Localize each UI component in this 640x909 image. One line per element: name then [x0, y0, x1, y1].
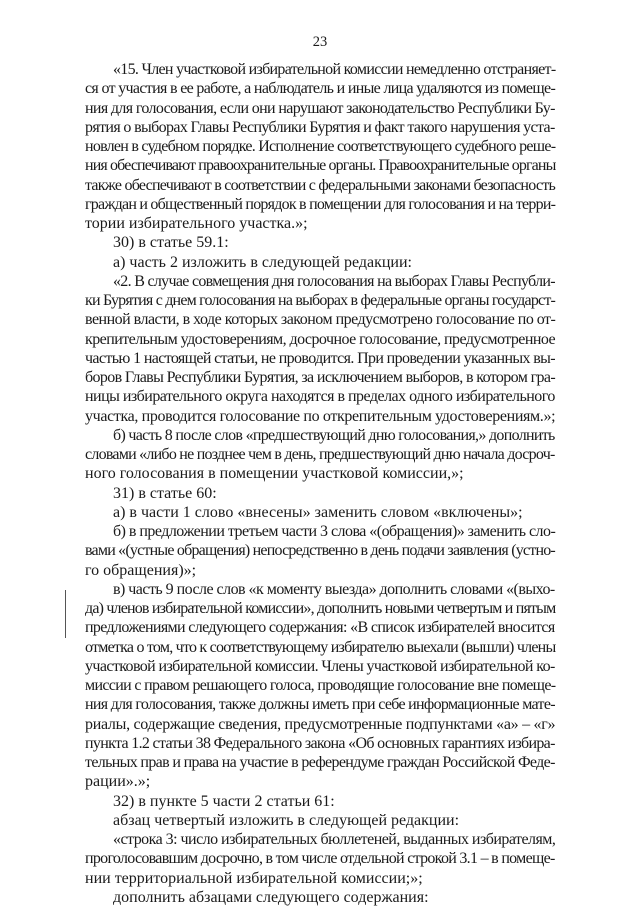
text-line: тельных прав и права на участие в референдуме граждан Российской Феде-: [85, 754, 555, 771]
text-line: новлен в судебном порядке. Исполнение соответствующего судебного реше-: [85, 138, 556, 155]
text-line: абзац четвертый изложить в следующей редакции:: [113, 811, 460, 829]
text-line: нии территориальной избирательной комиссии;»;: [85, 869, 423, 887]
text-line: отметка о том, что к соответствующему избирателю выехали (вышли) члены: [85, 638, 556, 656]
text-line: ния обеспечивают правоохранительные органы. Правоохранительные органы: [85, 157, 556, 175]
text-line: боров Главы Республики Бурятия, за исключением выборов, в котором гра-: [85, 369, 556, 386]
text-line: да) членов избирательной комиссии», дополнить новыми четвертым и пятым: [85, 600, 556, 617]
text-line: венной власти, в ходе которых законом предусмотрено голосование по от-: [85, 311, 556, 329]
text-line: «2. В случае совмещения дня голосования на выборах Главы Республи-: [113, 272, 555, 290]
text-line: тории избирательного участка.»;: [85, 215, 308, 232]
text-line: пункта 1.2 статьи 38 Федерального закона «Об основных гарантиях избира-: [85, 734, 555, 752]
text-line: рации».»;: [85, 773, 151, 791]
text-line: б) часть 8 после слов «предшествующий дню голосования,» дополнить: [113, 426, 555, 444]
text-line: ся от участия в ее работе, а наблюдатель и иные лица удаляются из помеще-: [85, 80, 556, 98]
text-line: а) часть 2 изложить в следующей редакции:: [113, 253, 412, 271]
text-line: го обращения)»;: [85, 561, 197, 579]
page-number: 23: [312, 34, 328, 50]
text-line: частью 1 настоящей статьи, не проводится. При проведении указанных вы-: [85, 349, 555, 367]
text-line: ния для голосования, если они нарушают законодательство Республики Бу-: [85, 99, 555, 117]
scan-margin-mark: [65, 590, 66, 638]
text-line: проголосовавшим досрочно, в том числе отдельной строкой 3.1 – в помеще-: [85, 850, 555, 868]
text-line: ного голосования в помещении участковой комиссии,»;: [85, 465, 464, 483]
text-line: 32) в пункте 5 части 2 статьи 61:: [113, 792, 335, 810]
text-line: ния для голосования, также должны иметь при себе информационные мате-: [85, 696, 555, 714]
text-line: дополнить абзацами следующего содержания:: [113, 888, 429, 906]
text-line: участковой избирательной комиссии. Члены участковой избирательной ко-: [85, 657, 555, 675]
text-line: 30) в статье 59.1:: [113, 234, 229, 252]
text-line: «15. Член участковой избирательной комиссии немедленно отстраняет-: [113, 61, 556, 78]
text-line: участка, проводится голосование по открепительным удостоверениям.»;: [85, 407, 556, 425]
text-line: ницы избирательного округа находятся в пределах одного избирательного: [85, 388, 555, 406]
text-line: «строка 3: число избирательных бюллетеней, выданных избирателям,: [113, 831, 556, 848]
text-line: миссии с правом решающего голоса, проводящие голосование вне помеще-: [85, 677, 556, 694]
text-line: крепительным удостоверениям, досрочное голосование, предусмотренное: [85, 330, 556, 348]
text-line: также обеспечивают в соответствии с федеральными законами безопасность: [85, 176, 555, 194]
text-line: б) в предложении третьем части 3 слова «(обращения)» заменить сло-: [113, 523, 556, 540]
text-line: предложениями следующего содержания: «В список избирателей вносится: [85, 619, 555, 637]
text-line: словами «либо не позднее чем в день, предшествующий дню начала досроч-: [85, 446, 555, 463]
text-line: в) часть 9 после слов «к моменту выезда» дополнить словами «(выхо-: [113, 580, 555, 598]
text-line: а) в части 1 слово «внесены» заменить словом «включены»;: [113, 503, 523, 521]
text-line: вами «(устные обращения) непосредственно в день подачи заявления (устно-: [85, 542, 555, 560]
text-line: 31) в статье 60:: [113, 484, 217, 502]
text-line: риалы, содержащие сведения, предусмотренные подпунктами «а» – «г»: [85, 715, 556, 733]
text-line: ки Бурятия с днем голосования на выборах в федеральные органы государст-: [85, 292, 556, 309]
text-line: рятия о выборах Главы Республики Бурятия и факт такого нарушения уста-: [85, 118, 555, 136]
text-line: граждан и общественный порядок в помещении для голосования и на терри-: [85, 195, 556, 213]
